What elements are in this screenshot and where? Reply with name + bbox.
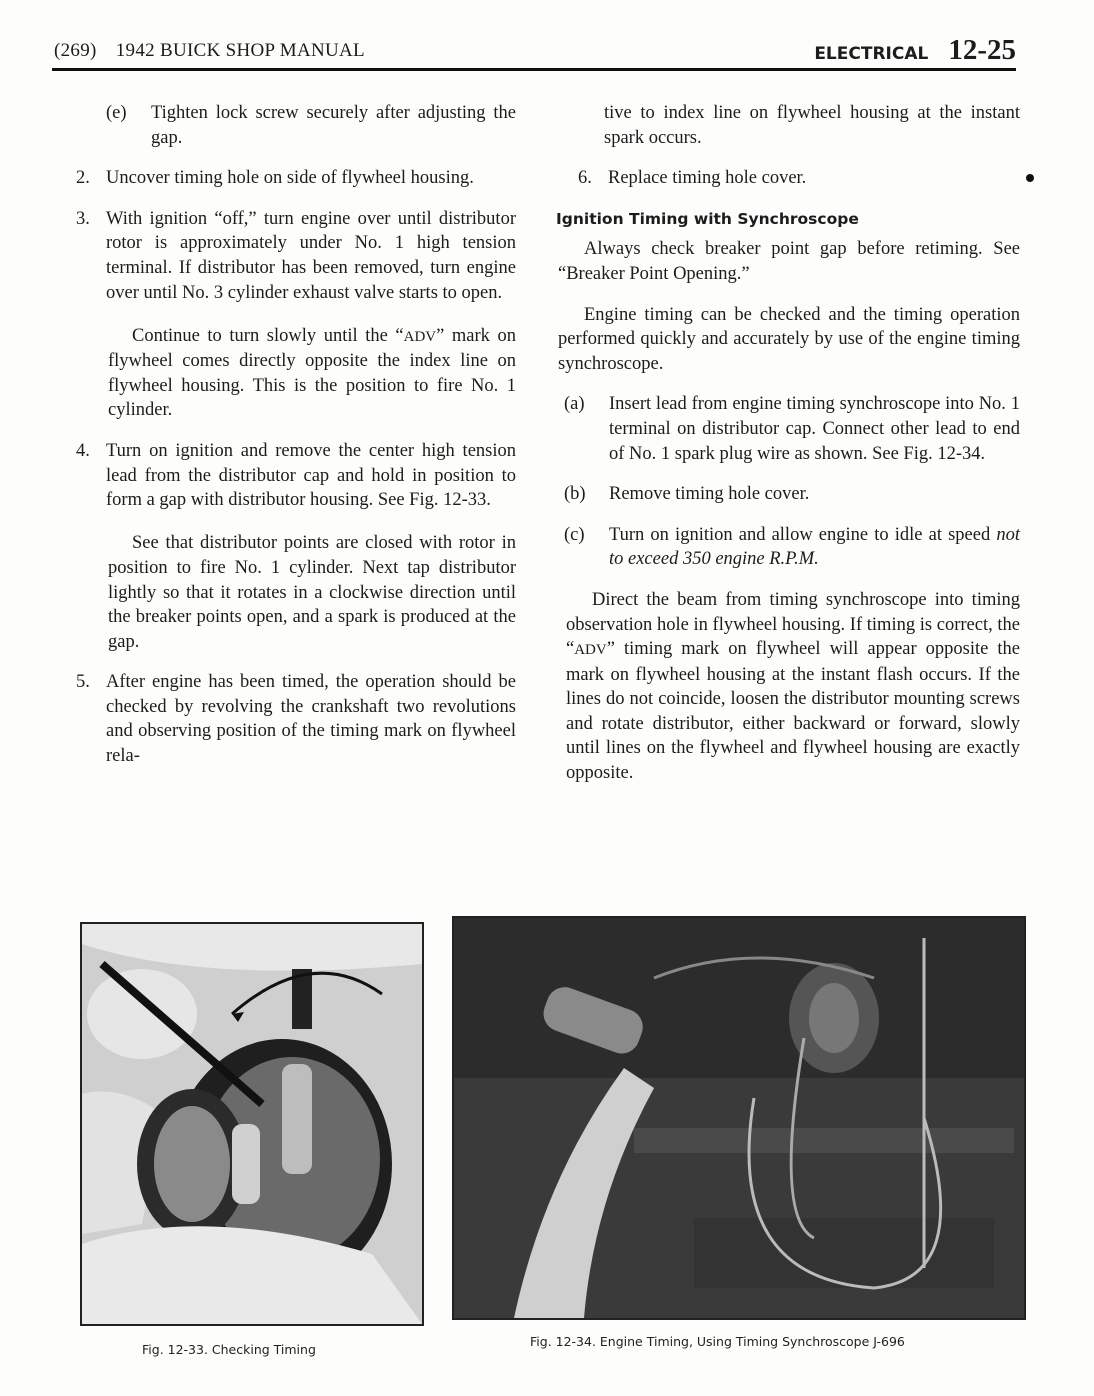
step-5 (76, 670, 516, 768)
item-text (609, 523, 1020, 572)
header-left (54, 40, 365, 62)
paragraph: Always check breaker point gap before retiming. See “Breaker Point Opening.” (558, 239, 1020, 284)
step-number: 6. (578, 168, 592, 189)
distributor-photo-illustration (82, 924, 422, 1324)
step-6 (578, 166, 1020, 191)
text-fragment: Continue to turn slowly until the “ (132, 325, 404, 346)
section-title: ELECTRICAL (814, 44, 929, 64)
figure-12-34-photo (452, 916, 1026, 1320)
list-item-c (564, 523, 1020, 572)
adv-mark: ADV (403, 328, 437, 345)
figure-12-33-photo (80, 922, 424, 1326)
left-column (76, 101, 516, 785)
list-item-b (564, 482, 1020, 507)
synchroscope-photo-illustration (454, 918, 1024, 1318)
paragraph (566, 588, 1020, 786)
item-text: Remove timing hole cover. (609, 484, 810, 505)
step-text: Uncover timing hole on side of flywheel housing. (106, 168, 474, 189)
step-2 (76, 166, 516, 191)
item-label: (a) (564, 394, 585, 415)
text-fragment: Direct the beam from timing synchroscope into timing observation hole in flywheel housing. If timing is correct, the “ (566, 589, 1020, 660)
step-text: After engine has been timed, the operation should be checked by revolving the crankshaft two revolutions and observing position of the timing mark on flywheel rela- (106, 672, 516, 767)
emphasis-text: not to exceed 350 engine R.P.M. (609, 524, 1020, 570)
page-reference: (269) (54, 40, 97, 61)
item-label: (b) (564, 484, 586, 505)
item-text: Tighten lock screw securely after adjusting the gap. (151, 103, 516, 148)
section-heading: Ignition Timing with Synchroscope (556, 209, 859, 228)
step-3-continuation (108, 324, 516, 423)
step-number: 3. (76, 208, 90, 229)
margin-bullet (1026, 174, 1034, 182)
right-column (558, 101, 1020, 802)
step-number: 5. (76, 672, 90, 693)
step-5-continuation: tive to index line on flywheel housing at the instant spark occurs. (604, 103, 1020, 148)
figure-caption-12-33: Fig. 12-33. Checking Timing (142, 1342, 316, 1357)
header-right (814, 34, 1016, 67)
text-fragment: ” timing mark on flywheel will appear opposite the mark on flywheel housing at the instant flash occurs. If the lines do not coincide, loosen the distributor mounting screws and rotate distributor, either backward or forward, slowly until lines on the flywheel and flywheel housing are exactly opposite. (566, 639, 1020, 784)
text-fragment: ” mark on flywheel comes directly opposite the index line on flywheel housing. This is the position to fire No. 1 cylinder. (108, 325, 517, 421)
step-text: With ignition “off,” turn engine over until distributor rotor is approximately under No. 1 high tension terminal. If distributor has been removed, turn engine over until No. 3 cylinder exhaust valve starts to open. (106, 208, 516, 303)
item-label: (e) (106, 103, 127, 123)
item-text: Insert lead from engine timing synchroscope into No. 1 terminal on distributor cap. Connect other lead to end of No. 1 spark plug wire as shown. See Fig. 12-34. (609, 394, 1020, 464)
text-fragment: Turn on ignition and allow engine to idle at speed (609, 524, 997, 545)
adv-mark: ADV (574, 642, 607, 659)
header-rule (52, 68, 1016, 71)
page-number: 12-25 (948, 34, 1016, 66)
step-4 (76, 439, 516, 513)
figure-caption-12-34: Fig. 12-34. Engine Timing, Using Timing Synchroscope J-696 (530, 1334, 905, 1349)
step-text: Turn on ignition and remove the center high tension lead from the distributor cap and hold in position to form a gap with distributor housing. See Fig. 12-33. (106, 441, 516, 511)
step-4-continuation: See that distributor points are closed with rotor in position to fire No. 1 cylinder. Next tap distributor lightly so that it rotates in a clockwise direction until the breaker points open, and a spark is produced at the gap. (108, 533, 516, 652)
paragraph: Engine timing can be checked and the timing operation performed quickly and accurately by use of the engine timing synchroscope. (558, 304, 1020, 374)
step-text: Replace timing hole cover. (608, 168, 807, 189)
manual-title: 1942 BUICK SHOP MANUAL (115, 40, 365, 61)
step-number: 2. (76, 168, 90, 189)
step-3 (76, 207, 516, 305)
item-label: (c) (564, 524, 585, 545)
step-number: 4. (76, 441, 90, 462)
list-item-e (106, 101, 516, 150)
list-item-a (564, 392, 1020, 466)
